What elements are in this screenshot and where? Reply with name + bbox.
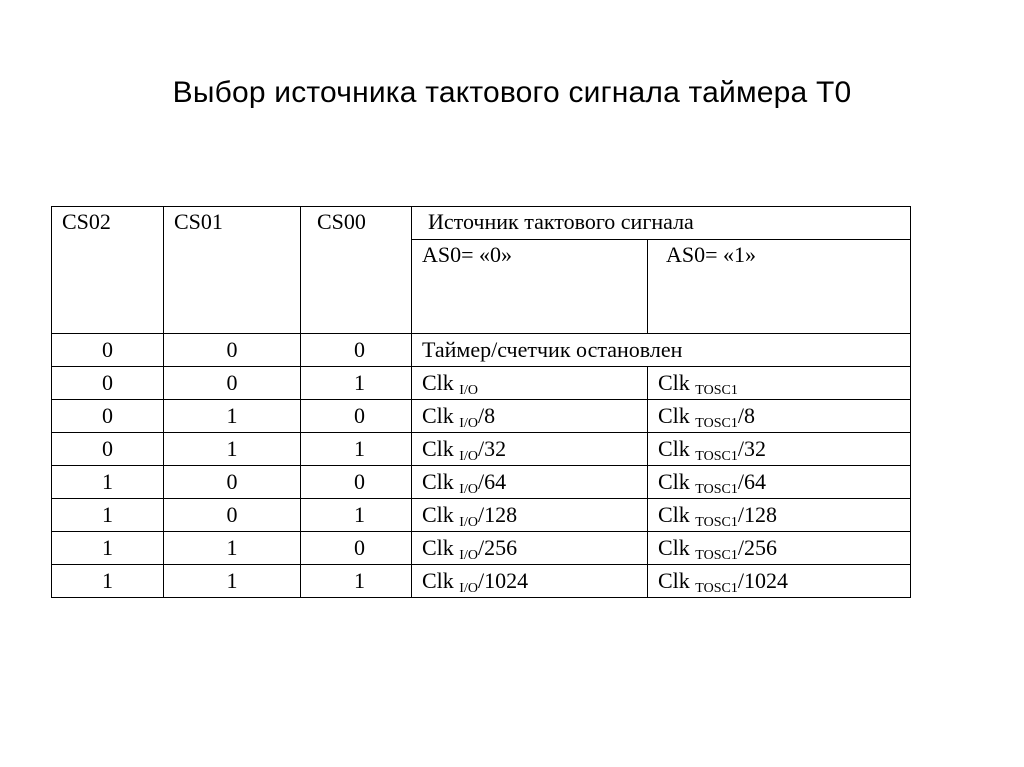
cell-cs02: 1	[52, 466, 164, 499]
cell-cs02: 0	[52, 367, 164, 400]
cell-clk-tosc1	[648, 433, 911, 466]
clk-label: Clk	[422, 502, 454, 527]
cell-cs00: 0	[301, 400, 412, 433]
clock-source-table	[51, 206, 911, 598]
clk-label: Clk	[422, 403, 454, 428]
prescaler-divisor: /64	[737, 469, 766, 494]
clk-label: Clk	[422, 469, 454, 494]
cell-clk-io	[412, 499, 648, 532]
cell-clk-tosc1	[648, 400, 911, 433]
cell-cs01: 1	[164, 532, 301, 565]
clk-label: Clk	[422, 568, 454, 593]
clk-label: Clk	[658, 403, 690, 428]
clk-label: Clk	[658, 568, 690, 593]
prescaler-divisor: /256	[477, 535, 518, 560]
cell-cs02: 1	[52, 499, 164, 532]
clk-label: Clk	[658, 469, 690, 494]
clk-label: Clk	[658, 370, 690, 395]
clk-subscript: I/O	[459, 416, 478, 431]
clk-subscript: I/O	[459, 581, 478, 596]
prescaler-divisor: /128	[477, 502, 518, 527]
header-as0-zero: AS0= «0»	[412, 240, 648, 334]
cell-cs00: 0	[301, 532, 412, 565]
table-row	[52, 367, 911, 400]
cell-clk-tosc1	[648, 499, 911, 532]
header-cs02: CS02	[52, 207, 164, 334]
clk-subscript: TOSC1	[695, 482, 738, 497]
cell-clk-io	[412, 433, 648, 466]
header-cs01: CS01	[164, 207, 301, 334]
cell-cs02: 0	[52, 400, 164, 433]
clk-subscript: I/O	[459, 482, 478, 497]
cell-timer-stopped: Таймер/счетчик остановлен	[412, 334, 911, 367]
table-row	[52, 532, 911, 565]
header-row	[52, 207, 911, 240]
table-row	[52, 466, 911, 499]
cell-clk-io	[412, 400, 648, 433]
prescaler-divisor: /128	[737, 502, 777, 527]
clk-label: Clk	[658, 535, 690, 560]
cell-cs01: 0	[164, 334, 301, 367]
cell-cs01: 1	[164, 400, 301, 433]
cell-clk-io	[412, 466, 648, 499]
cell-clk-tosc1	[648, 367, 911, 400]
prescaler-divisor: /1024	[477, 568, 529, 593]
cell-cs00: 1	[301, 565, 412, 598]
clk-label: Clk	[658, 502, 690, 527]
cell-cs02: 0	[52, 334, 164, 367]
cell-cs02: 1	[52, 565, 164, 598]
clk-subscript: TOSC1	[695, 383, 738, 398]
header-clock-source: Источник тактового сигнала	[412, 207, 911, 240]
clk-subscript: TOSC1	[695, 416, 738, 431]
table-row	[52, 334, 911, 367]
prescaler-divisor: /32	[477, 436, 507, 461]
cell-clk-tosc1	[648, 532, 911, 565]
cell-cs01: 0	[164, 499, 301, 532]
table-row	[52, 565, 911, 598]
cell-clk-tosc1	[648, 466, 911, 499]
prescaler-divisor: /8	[737, 403, 755, 428]
cell-cs02: 0	[52, 433, 164, 466]
cell-cs00: 1	[301, 367, 412, 400]
prescaler-divisor: /8	[477, 403, 496, 428]
table-row	[52, 400, 911, 433]
table-body	[52, 207, 911, 598]
clk-subscript: I/O	[459, 515, 478, 530]
cell-cs01: 0	[164, 367, 301, 400]
cell-cs02: 1	[52, 532, 164, 565]
header-cs00: CS00	[301, 207, 412, 334]
cell-cs01: 1	[164, 433, 301, 466]
table-row	[52, 499, 911, 532]
slide-title: Выбор источника тактового сигнала таймера T0	[172, 76, 852, 109]
cell-cs01: 1	[164, 565, 301, 598]
prescaler-divisor: /32	[737, 436, 766, 461]
clk-label: Clk	[658, 436, 690, 461]
clk-subscript: TOSC1	[695, 548, 738, 563]
cell-cs00: 0	[301, 466, 412, 499]
clk-subscript: I/O	[459, 548, 478, 563]
cell-cs00: 1	[301, 433, 412, 466]
clk-subscript: TOSC1	[695, 449, 738, 464]
cell-clk-tosc1	[648, 565, 911, 598]
cell-clk-io	[412, 532, 648, 565]
clk-subscript: I/O	[459, 383, 478, 398]
clk-subscript: TOSC1	[695, 515, 738, 530]
cell-clk-io	[412, 367, 648, 400]
clk-subscript: TOSC1	[695, 581, 738, 596]
prescaler-divisor: /256	[737, 535, 777, 560]
table-row	[52, 433, 911, 466]
cell-clk-io	[412, 565, 648, 598]
prescaler-divisor: /64	[477, 469, 507, 494]
cell-cs01: 0	[164, 466, 301, 499]
clk-label: Clk	[422, 370, 454, 395]
clk-label: Clk	[422, 436, 454, 461]
clk-subscript: I/O	[459, 449, 478, 464]
cell-cs00: 0	[301, 334, 412, 367]
clk-label: Clk	[422, 535, 454, 560]
cell-cs00: 1	[301, 499, 412, 532]
prescaler-divisor: /1024	[737, 568, 788, 593]
header-as0-one: AS0= «1»	[648, 240, 911, 334]
